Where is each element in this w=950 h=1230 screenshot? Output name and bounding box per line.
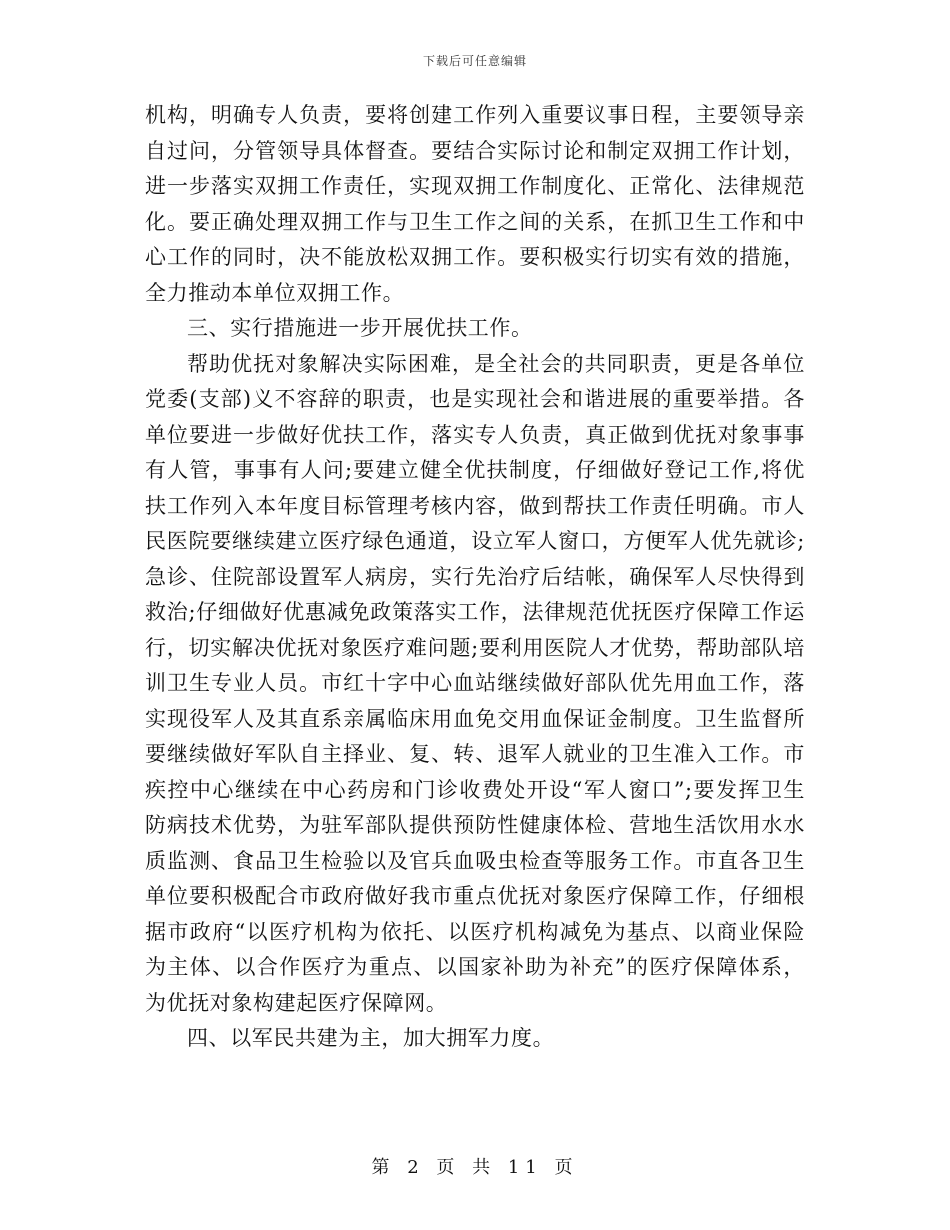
text-line: 行，切实解决优抚对象医疗难问题;要利用医院人才优势，帮助部队培 (145, 635, 805, 660)
section-heading: 三、实行措施进一步开展优扶工作。 (187, 316, 533, 340)
text-line: 为主体、以合作医疗为重点、以国家补助为补充”的医疗保障体系， (145, 955, 805, 979)
text-line: 要继续做好军队自主择业、复、转、退军人就业的卫生准入工作。市 (145, 742, 805, 766)
text-line: 全力推动本单位双拥工作。 (145, 280, 405, 305)
text-line: 民医院要继续建立医疗绿色通道，设立军人窗口，方便军人优先就诊; (145, 529, 805, 553)
text-line: 疾控中心继续在中心药房和门诊收费处开设“军人窗口”;要发挥卫生 (145, 777, 805, 802)
page-number: 第 2 页 共 11 页 (371, 1157, 579, 1178)
text-line: 有人管，事事有人问;要建立健全优扶制度，仔细做好登记工作,将优 (145, 458, 805, 482)
text-line: 据市政府“以医疗机构为依托、以医疗机构减免为基点、以商业保险 (145, 919, 805, 944)
text-line: 机构，明确专人负责，要将创建工作列入重要议事日程，主要领导亲 (145, 103, 805, 127)
document-body (145, 98, 805, 1057)
text-line: 扶工作列入本年度目标管理考核内容，做到帮扶工作责任明确。市人 (145, 493, 805, 518)
page-header: 下载后可任意编辑 (422, 54, 527, 68)
section-heading: 四、以军民共建为主，加大拥军力度。 (187, 1026, 555, 1050)
text-line: 自过问，分管领导具体督查。要结合实际讨论和制定双拥工作计划， (145, 138, 805, 163)
text-line: 防病技术优势，为驻军部队提供预防性健康体检、营地生活饮用水水 (145, 813, 805, 837)
text-line: 救治;仔细做好优惠减免政策落实工作，法律规范优抚医疗保障工作运 (145, 600, 805, 624)
text-line: 单位要进一步做好优扶工作，落实专人负责，真正做到优抚对象事事 (145, 422, 805, 447)
text-line: 党委(支部)义不容辞的职责，也是实现社会和谐进展的重要举措。各 (145, 387, 805, 411)
text-line: 心工作的同时，决不能放松双拥工作。要积极实行切实有效的措施， (145, 245, 805, 269)
text-line: 实现役军人及其直系亲属临床用血免交用血保证金制度。卫生监督所 (145, 706, 805, 731)
text-line: 化。要正确处理双拥工作与卫生工作之间的关系，在抓卫生工作和中 (145, 209, 805, 234)
text-line: 单位要积极配合市政府做好我市重点优抚对象医疗保障工作，仔细根 (145, 884, 805, 908)
text-line: 为优抚对象构建起医疗保障网。 (145, 990, 448, 1015)
text-line: 训卫生专业人员。市红十字中心血站继续做好部队优先用血工作，落 (145, 671, 805, 695)
text-line: 质监测、食品卫生检验以及官兵血吸虫检查等服务工作。市直各卫生 (145, 848, 805, 873)
text-line: 帮助优抚对象解决实际困难，是全社会的共同职责，更是各单位 (187, 351, 805, 376)
text-line: 进一步落实双拥工作责任，实现双拥工作制度化、正常化、法律规范 (145, 174, 805, 198)
text-line: 急诊、住院部设置军人病房，实行先治疗后结帐，确保军人尽快得到 (145, 564, 805, 589)
